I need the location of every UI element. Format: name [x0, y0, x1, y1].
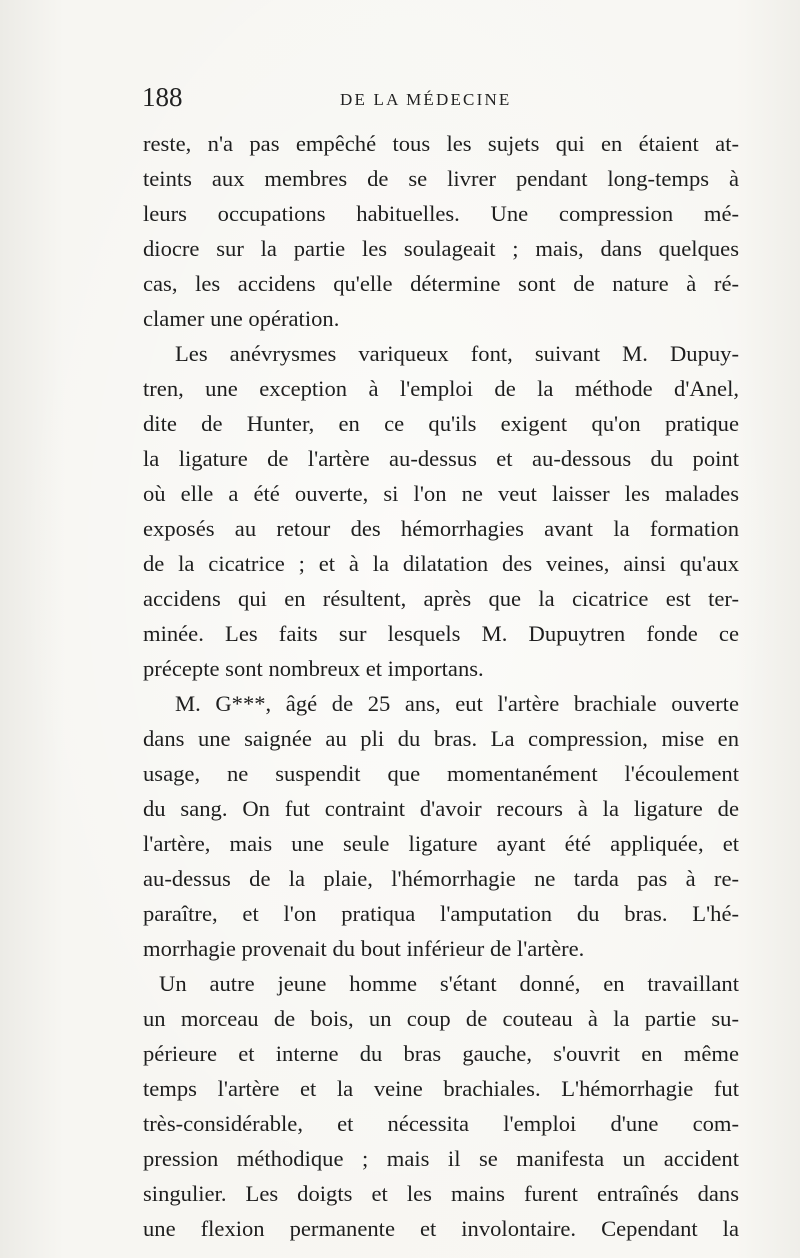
text-line: un morceau de bois, un coup de couteau à la partie su- — [143, 1006, 739, 1031]
text-line: précepte sont nombreux et importans. — [143, 656, 484, 681]
text-line: dite de Hunter, en ce qu'ils exigent qu'on pratique — [143, 411, 739, 436]
text-line: cas, les accidens qu'elle détermine sont de nature à ré- — [143, 271, 739, 296]
text-line: l'artère, mais une seule ligature ayant été appliquée, et — [143, 831, 739, 856]
text-line: teints aux membres de se livrer pendant long-temps à — [143, 166, 739, 191]
text-line: usage, ne suspendit que momentanément l'écoulement — [143, 761, 739, 786]
body-text — [143, 126, 739, 1246]
page-header — [142, 82, 742, 122]
text-line: temps l'artère et la veine brachiales. L'hémorrhagie fut — [143, 1076, 739, 1101]
text-line: de la cicatrice ; et à la dilatation des veines, ainsi qu'aux — [143, 551, 739, 576]
running-head: DE LA MÉDECINE — [340, 90, 512, 109]
text-line: pression méthodique ; mais il se manifesta un accident — [143, 1146, 739, 1171]
text-line: Les anévrysmes variqueux font, suivant M. Dupuy- — [175, 341, 739, 366]
text-line: périeure et interne du bras gauche, s'ouvrit en même — [143, 1041, 739, 1066]
text-line: du sang. On fut contraint d'avoir recours à la ligature de — [143, 796, 739, 821]
text-line: exposés au retour des hémorrhagies avant la formation — [143, 516, 739, 541]
text-line: singulier. Les doigts et les mains furent entraînés dans — [143, 1181, 739, 1206]
text-line: très-considérable, et nécessita l'emploi d'une com- — [143, 1111, 739, 1136]
text-line: au-dessus de la plaie, l'hémorrhagie ne tarda pas à re- — [143, 866, 739, 891]
text-line: diocre sur la partie les soulageait ; mais, dans quelques — [143, 236, 739, 261]
text-line: où elle a été ouverte, si l'on ne veut laisser les malades — [143, 481, 739, 506]
text-line: dans une saignée au pli du bras. La compression, mise en — [143, 726, 739, 751]
text-line: leurs occupations habituelles. Une compression mé- — [143, 201, 739, 226]
text-line: Un autre jeune homme s'étant donné, en travaillant — [159, 971, 739, 996]
text-line: une flexion permanente et involontaire. Cependant la — [143, 1216, 739, 1241]
text-line: clamer une opération. — [143, 306, 340, 331]
text-line: accidens qui en résultent, après que la cicatrice est ter- — [143, 586, 739, 611]
text-line: paraître, et l'on pratiqua l'amputation du bras. L'hé- — [143, 901, 739, 926]
text-line: tren, une exception à l'emploi de la méthode d'Anel, — [143, 376, 739, 401]
text-line: minée. Les faits sur lesquels M. Dupuytren fonde ce — [143, 621, 739, 646]
text-line: morrhagie provenait du bout inférieur de l'artère. — [143, 936, 585, 961]
text-line: la ligature de l'artère au-dessus et au-dessous du point — [143, 446, 739, 471]
page-number: 188 — [142, 82, 183, 112]
text-line: reste, n'a pas empêché tous les sujets qui en étaient at- — [143, 131, 739, 156]
text-line: M. G***, âgé de 25 ans, eut l'artère brachiale ouverte — [175, 691, 739, 716]
